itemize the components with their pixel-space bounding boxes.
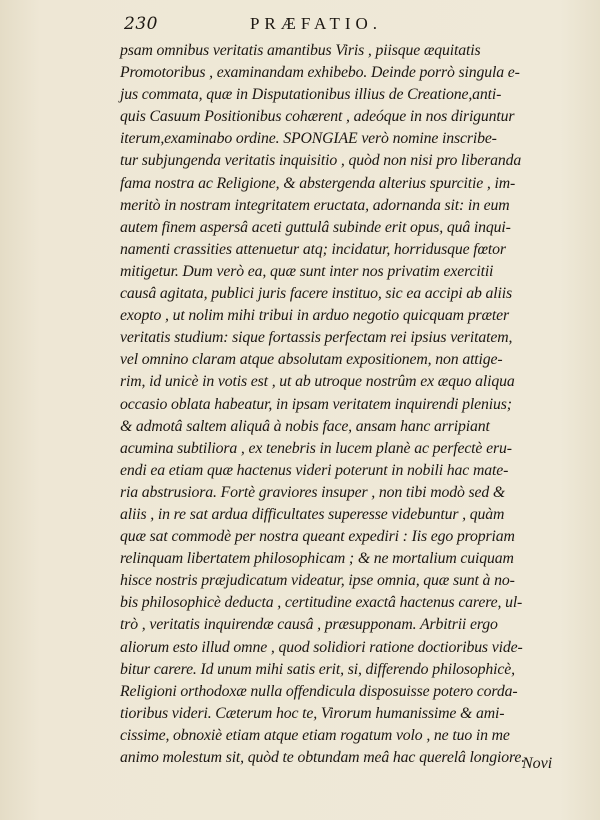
text-line: relinquam libertatem philosophicam ; & ne mortalium cuiquam (120, 550, 514, 568)
text-line: animo molestum sit, quòd te obtundam meâ hac querelâ longiore. (120, 749, 526, 766)
text-line: exopto , ut nolim mihi tribui in arduo negotio quicquam præter (120, 307, 509, 325)
text-line: & admotâ saltem aliquâ à nobis face, ansam hanc arripiant (120, 417, 490, 435)
text-line: Religioni orthodoxæ nulla offendicula disposuisse potero corda- (120, 682, 518, 700)
text-line: causâ agitata, publici juris facere instituo, sic ea accipi ab aliis (120, 285, 512, 303)
text-line: jus commata, quæ in Disputationibus illius de Creatione,anti- (120, 86, 502, 104)
text-line: cissime, obnoxiè etiam atque etiam rogatum volo , ne tuo in me (120, 726, 510, 744)
text-line: tioribus videri. Cæterum hoc te, Virorum humanissime & ami- (120, 704, 505, 722)
body-text (120, 40, 570, 769)
text-line: mitigetur. Dum verò ea, quæ sunt inter nos privatim exercitii (120, 262, 494, 280)
text-line: psam omnibus veritatis amantibus Viris , piisque æquitatis (120, 42, 481, 59)
text-line: quis Casuum Positionibus cohærent , adeóque in nos diriguntur (120, 108, 515, 126)
text-line: quæ sat commodè per nostra queant expediri : Iis ego propriam (120, 528, 515, 546)
running-title: PRÆFATIO. (249, 14, 383, 33)
text-line: trò , veritatis inquirendæ causâ , præsupponam. Arbitrii ergo (120, 616, 498, 634)
text-line: meritò in nostram integritatem eructata, adornanda sit: in eum (120, 196, 510, 214)
text-line: namenti crassities attenuetur atq; incidatur, horridusque fœtor (120, 240, 506, 258)
text-line: occasio oblata habeatur, in ipsam veritatem inquirendi plenius; (120, 395, 512, 413)
text-line: aliis , in re sat ardua difficultates superesse videbuntur , quàm (120, 505, 505, 523)
page-number: 230 (124, 14, 158, 34)
text-line: rim, id unicè in votis est , ut ab utroque nostrûm ex æquo aliqua (120, 373, 515, 391)
text-line: veritatis studium: sique fortassis perfectam rei ipsius veritatem, (120, 329, 513, 347)
text-line: acumina subtiliora , ex tenebris in lucem planè ac perfectè eru- (120, 439, 512, 457)
text-line: autem finem aspersâ aceti guttulâ subinde erit opus, quâ inqui- (120, 218, 511, 236)
text-line: hisce nostris præjudicatum videatur, ipse omnia, quæ sunt à no- (120, 572, 515, 590)
text-line: endi ea etiam quæ hactenus videri poterunt in nobili hac mate- (120, 461, 509, 479)
text-line: Promotoribus , examinandam exhibebo. Deinde porrò singula e- (120, 64, 520, 82)
text-line: bitur carere. Id unum mihi satis erit, si, differendo philosophicè, (120, 660, 515, 678)
text-line: ria abstrusiora. Fortè graviores insuper , non tibi modò sed & (120, 483, 506, 501)
catchword: Novi (522, 755, 553, 772)
text-line: aliorum esto illud omne , quod solidiori ratione doctioribus vide- (120, 638, 523, 656)
text-line: fama nostra ac Religione, & abstergenda alterius spurcitie , im- (120, 174, 516, 192)
text-line: iterum,examinabo ordine. SPONGIAE verò nomine inscribe- (120, 130, 497, 148)
page-header (124, 14, 504, 38)
text-line: bis philosophicè deducta , certitudine exactâ hactenus carere, ul- (120, 594, 523, 612)
text-line: tur subjungenda veritatis inquisitio , quòd non nisi pro liberanda (120, 152, 522, 170)
text-line: vel omnino claram atque absolutam expositionem, non attige- (120, 351, 503, 369)
